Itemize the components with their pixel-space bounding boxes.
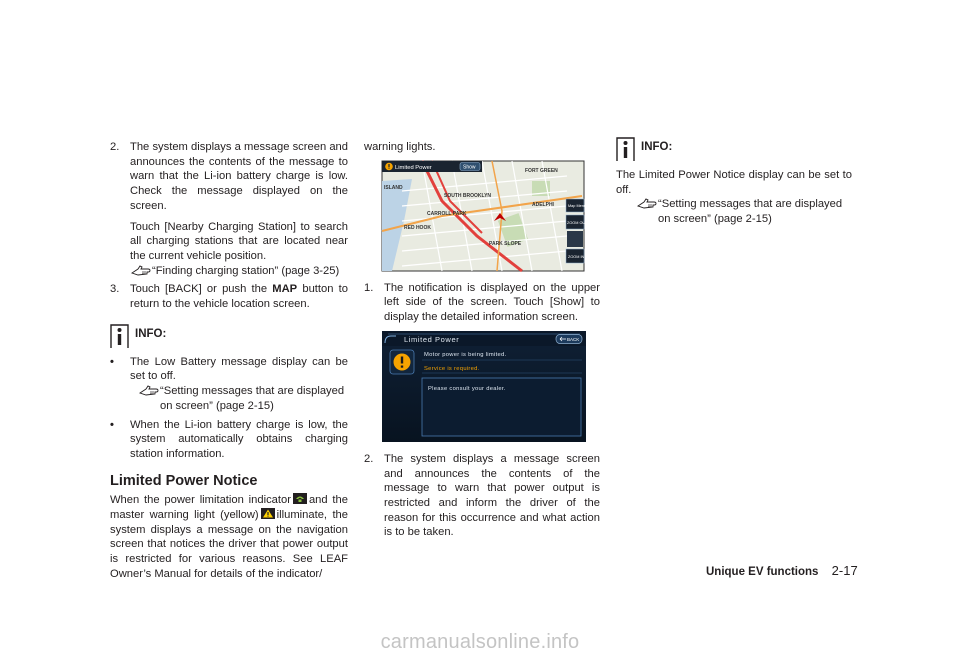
paragraph-part: When the power limitation indicator <box>110 494 291 507</box>
back-button[interactable] <box>556 334 582 343</box>
section-name: Unique EV functions <box>706 566 819 578</box>
map-screenshot <box>382 161 588 271</box>
map-label: PARK SLOPE <box>489 240 522 247</box>
zoom-in-button[interactable] <box>566 249 584 263</box>
step-number: 2. <box>110 141 120 153</box>
zoom-out-label: ZOOM OUT <box>567 220 588 225</box>
info-label: INFO: <box>135 327 167 340</box>
info-text: The Limited Power Notice display can be set to off. <box>616 169 852 196</box>
step-text-post: button to return to the vehicle location screen. <box>130 283 348 311</box>
map-label: CARROLL PARK <box>427 210 467 217</box>
pointing-hand-icon <box>130 265 152 277</box>
step-text: The system displays a message screen and announces the contents of the message to warn that the Li-ion battery charge is low. Check the message displayed on the screen. <box>130 141 348 212</box>
pointing-hand-icon <box>636 198 658 210</box>
step-1 <box>364 281 600 325</box>
step-text-pre: Touch [BACK] or push the <box>130 283 273 296</box>
zoom-out-button[interactable] <box>566 215 588 229</box>
bullet-item <box>110 355 348 384</box>
reference-text: “Finding charging station” (page 3-25) <box>152 264 340 277</box>
paragraph-part: and the master warning light (yellow) <box>110 494 348 522</box>
watermark: carmanualsonline.info <box>380 631 580 653</box>
map-label: ADELPHI <box>532 201 554 208</box>
page-footer <box>706 563 858 578</box>
info-block <box>110 324 348 349</box>
detail-title: Limited Power <box>404 334 460 344</box>
bullet-dot: • <box>110 355 114 368</box>
cross-reference[interactable] <box>616 197 852 226</box>
cross-reference[interactable] <box>110 264 348 279</box>
page-number: 2-17 <box>831 563 858 578</box>
bullet-dot: • <box>110 418 114 431</box>
reference-text: “Setting messages that are displayed on screen” (page 2-15) <box>160 385 345 412</box>
paragraph-part: illuminate, the system displays a message on the navigation screen that notices the driver that power output is restricted for various reasons. See LEAF Owner’s Manual for details of the indicator/ <box>110 509 348 580</box>
step-3 <box>110 282 348 311</box>
limited-power-detail-screen <box>382 331 586 442</box>
limited-power-banner: Limited Power <box>395 164 432 171</box>
show-button-label: Show <box>463 164 476 171</box>
scale-indicator <box>567 231 583 247</box>
map-label: ISLAND <box>384 184 403 191</box>
step-number: 2. <box>364 452 374 465</box>
info-icon <box>110 324 129 349</box>
column-2 <box>364 140 600 540</box>
back-label: BACK <box>567 336 580 342</box>
section-heading: Limited Power Notice <box>110 472 258 489</box>
column-1 <box>110 140 348 582</box>
info-label: INFO: <box>641 141 673 153</box>
bullet-text: The Low Battery message display can be set to off. <box>130 355 348 383</box>
power-limitation-indicator-icon <box>293 493 307 504</box>
step-2 <box>110 140 348 214</box>
map-menu-button[interactable] <box>566 199 586 212</box>
step-text: The notification is displayed on the upper left side of the screen. Touch [Show] to display the detailed information screen. <box>384 281 600 324</box>
zoom-in-label: ZOOM IN <box>568 254 585 259</box>
pointing-hand-icon <box>138 385 160 397</box>
step-paragraph: Touch [Nearby Charging Station] to search all charging stations that are located near the current vehicle position. <box>130 220 348 262</box>
map-menu-label: Map Menu <box>568 203 586 208</box>
step-2 <box>364 452 600 540</box>
cross-reference[interactable] <box>110 384 348 413</box>
bullet-item <box>110 418 348 462</box>
step-number: 1. <box>364 281 374 294</box>
message-line-2: Service is required. <box>424 365 480 372</box>
info-block <box>616 137 852 162</box>
show-button[interactable] <box>460 162 480 170</box>
map-label: FORT GREEN <box>525 167 558 174</box>
master-warning-light-icon <box>261 508 275 519</box>
map-button-name: MAP <box>272 283 298 296</box>
info-icon <box>616 137 635 162</box>
map-label: SOUTH BROOKLYN <box>444 192 492 199</box>
section-paragraph <box>110 493 348 581</box>
step-text: The system displays a message screen and announces the contents of the message to warn that power output is restricted and inform the driver of the reason for this occurrence and what action is to be taken. <box>384 452 600 539</box>
reference-text: “Setting messages that are displayed on screen” (page 2-15) <box>658 198 843 226</box>
step-text <box>130 282 348 311</box>
message-line-3: Please consult your dealer. <box>428 385 506 392</box>
bullet-text: When the Li-ion battery charge is low, the system automatically obtains charging station information. <box>130 418 348 460</box>
continued-text: warning lights. <box>364 141 436 153</box>
message-line-1: Motor power is being limited. <box>424 351 507 358</box>
map-label: RED HOOK <box>404 224 431 231</box>
column-3 <box>616 137 852 227</box>
step-number: 3. <box>110 283 120 296</box>
